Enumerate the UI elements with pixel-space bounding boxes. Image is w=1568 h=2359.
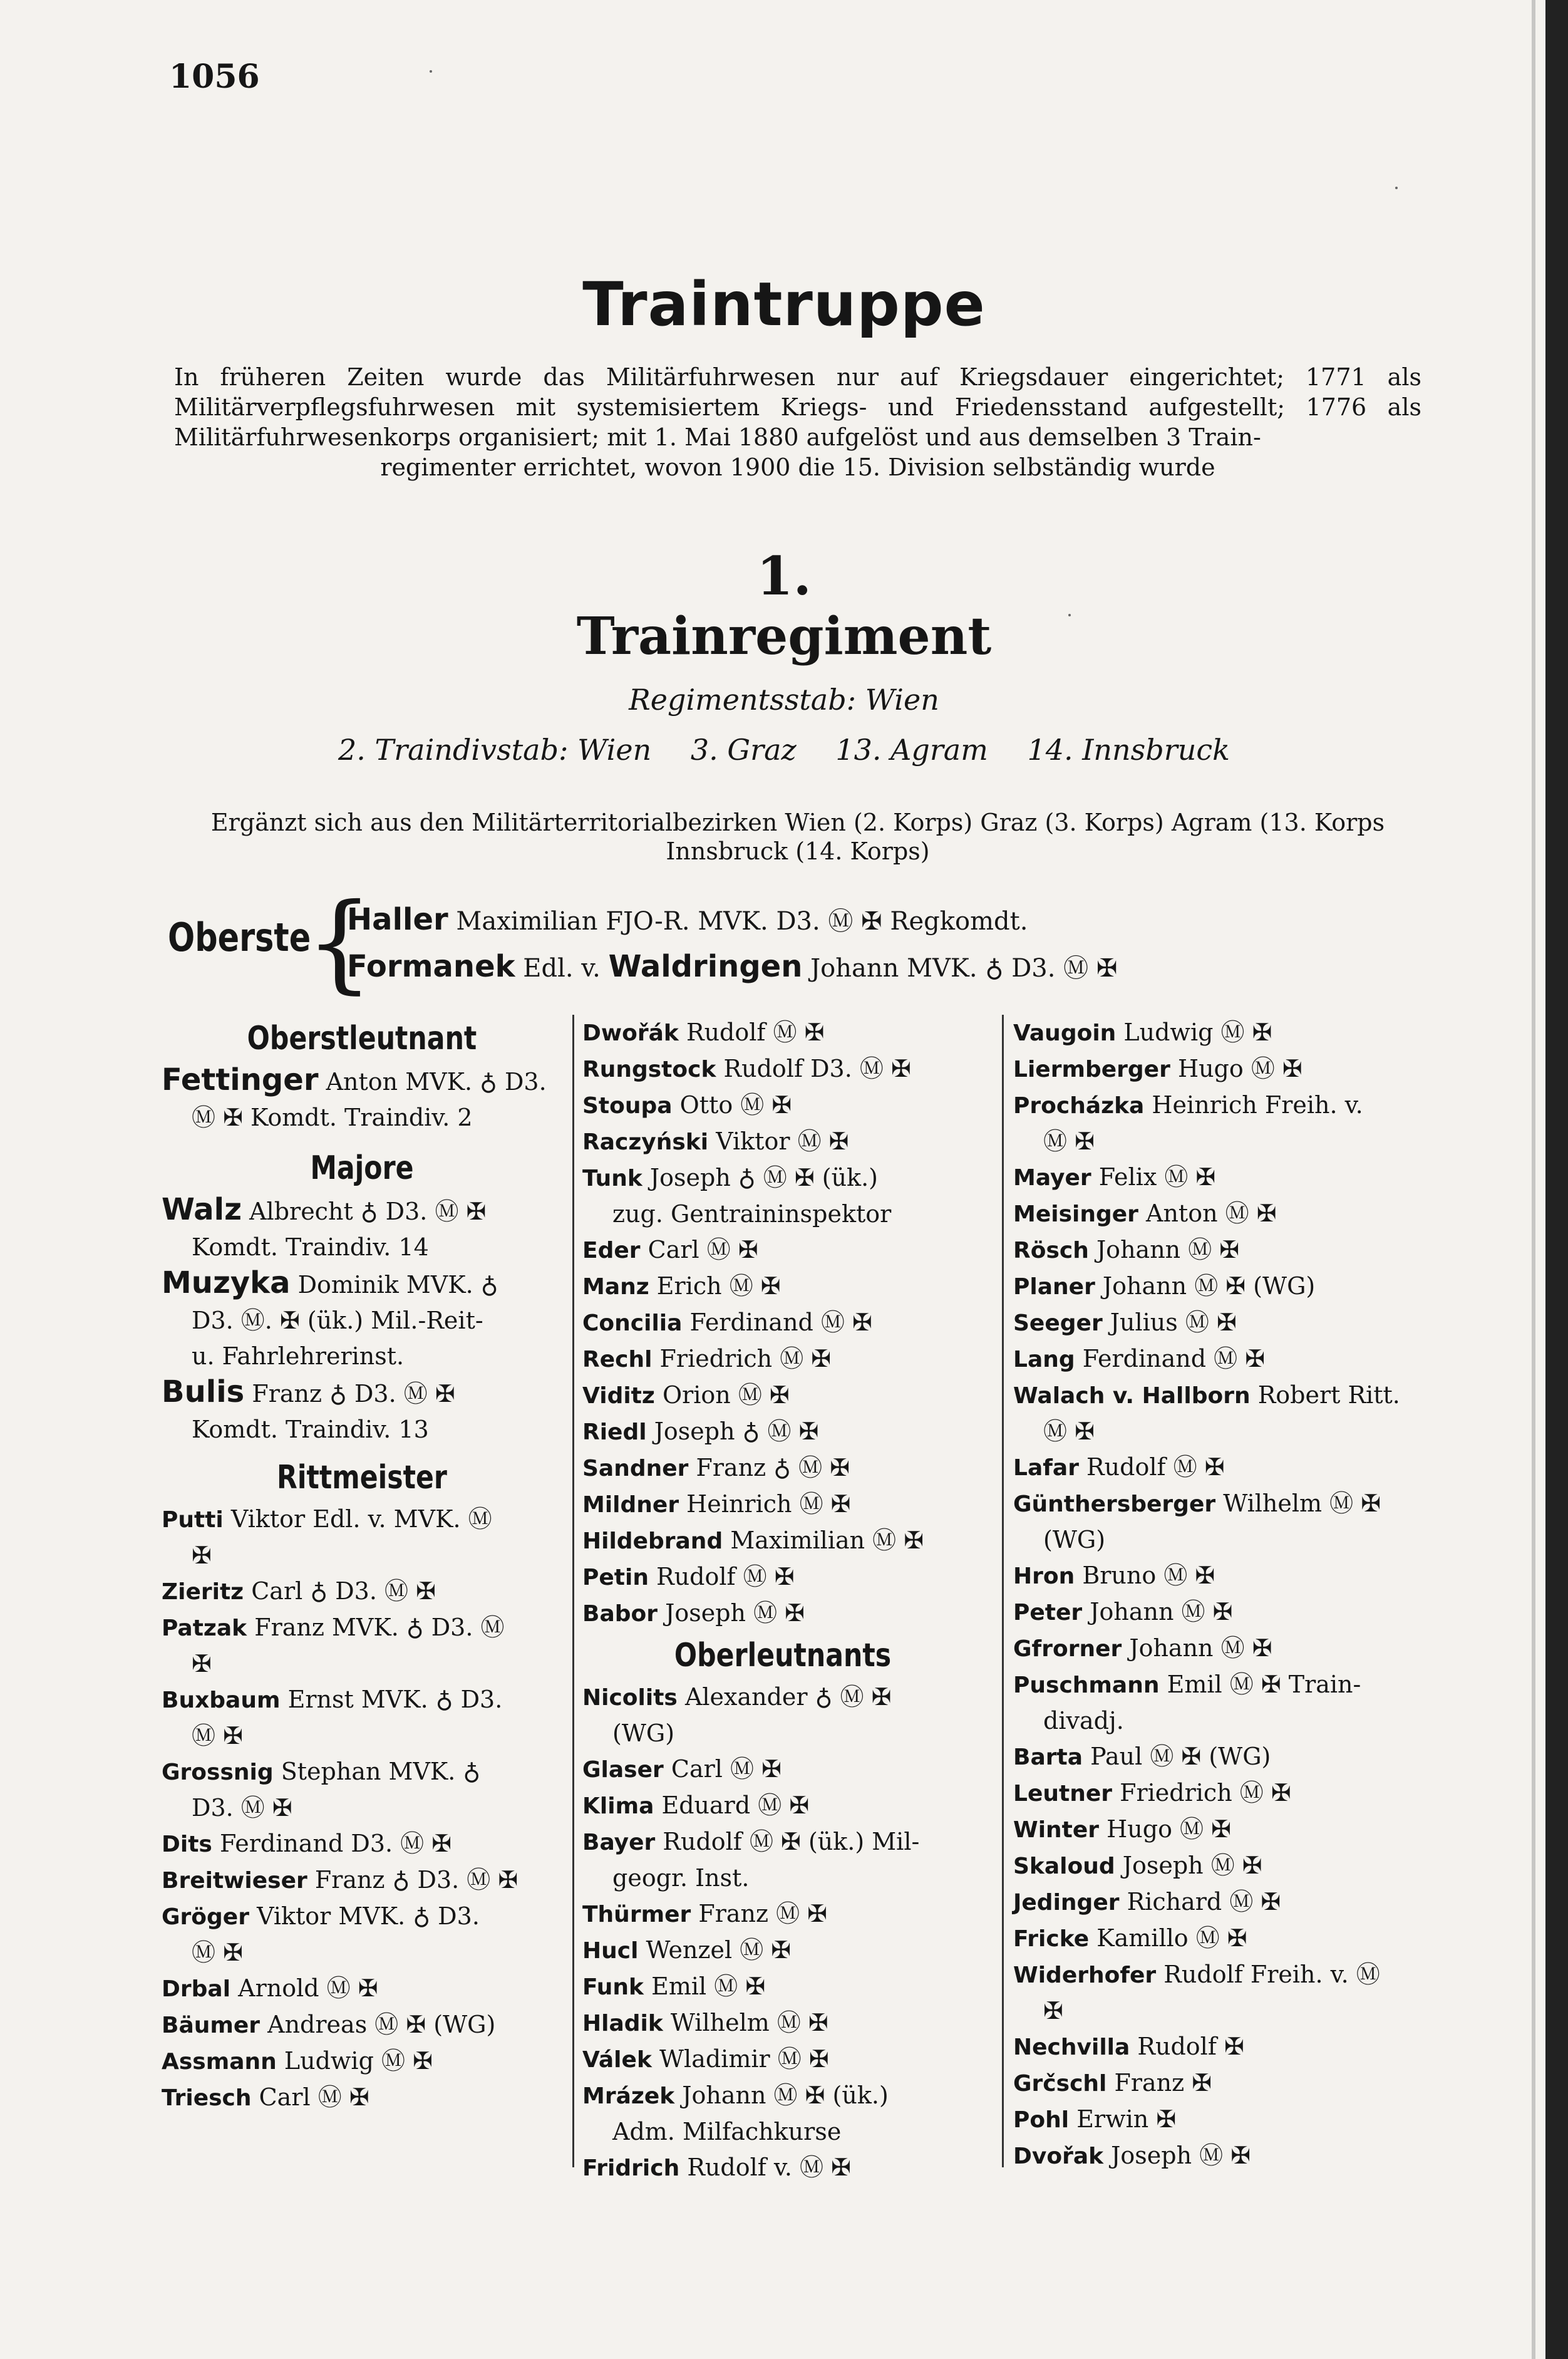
entry-name: Procházka: [1013, 1093, 1145, 1119]
entry-name: Putti: [162, 1507, 224, 1533]
oberleutnants-list-cont: [1013, 1015, 1426, 2174]
division-staffs: [0, 733, 1568, 767]
entry-name: Triesch: [162, 2085, 252, 2111]
entry-details: Heinrich Freih. v.: [1152, 1091, 1363, 1119]
entry-name: Muzyka: [162, 1265, 291, 1300]
entry-details: Wladimir Ⓜ ✠: [659, 2045, 829, 2073]
list-item: [162, 1062, 562, 1100]
entry-details: Viktor Ⓜ ✠: [716, 1128, 849, 1155]
entry-details: Viktor Edl. v. MVK. Ⓜ: [230, 1505, 492, 1533]
entry-details: Otto Ⓜ ✠: [679, 1091, 792, 1119]
entry-name: Hildebrand: [582, 1528, 723, 1554]
list-item-continuation: [1013, 1522, 1426, 1558]
entry-name: Rösch: [1013, 1238, 1089, 1263]
list-item: [582, 1595, 983, 1632]
entry-details: Franz MVK. ♁ D3. Ⓜ: [254, 1614, 505, 1641]
entry-name: Bäumer: [162, 2013, 260, 2038]
list-item: [582, 1051, 983, 1087]
oberste-heading: Oberste: [168, 915, 311, 960]
entry-details: Joseph Ⓜ ✠: [1122, 1852, 1262, 1879]
entry-details: Friedrich Ⓜ ✠: [659, 1345, 832, 1372]
list-item: [1013, 1775, 1426, 1812]
entry-details: Rudolf v. Ⓜ ✠: [687, 2154, 851, 2181]
list-item: [1013, 1848, 1426, 1884]
entry-details: Maximilian Ⓜ ✠: [730, 1527, 924, 1554]
entry-details: Anton Ⓜ ✠: [1146, 1200, 1277, 1227]
entry-details: Eduard Ⓜ ✠: [661, 1791, 810, 1819]
entry-details: Albrecht ♁ D3. Ⓜ ✠: [249, 1198, 487, 1225]
list-item-continuation: [162, 1790, 562, 1826]
entry-name: Leutner: [1013, 1781, 1112, 1807]
entry-name: Dwořák: [582, 1020, 679, 1046]
entry-details: Alexander ♁ Ⓜ ✠: [684, 1683, 892, 1711]
list-item-continuation: u. Fahrlehrerinst.: [192, 1342, 405, 1370]
entry-name: Puschmann: [1013, 1672, 1160, 1698]
entry-name: Walz: [162, 1192, 242, 1227]
entry-details: Ernst MVK. ♁ D3.: [287, 1686, 503, 1713]
entry-name: Barta: [1013, 1745, 1083, 1770]
entry-details: D3. Ⓜ ✠: [192, 1794, 292, 1822]
entry-name: Gröger: [162, 1904, 249, 1930]
entry-name: Rechl: [582, 1347, 652, 1372]
entry-name: Lang: [1013, 1347, 1075, 1372]
list-item: [162, 1610, 562, 1646]
list-item: [162, 1501, 562, 1538]
entry-details: Franz ♁ D3. Ⓜ ✠: [314, 1866, 518, 1894]
list-item-continuation: [162, 1935, 562, 1971]
page-gutter-shadow: [1532, 0, 1535, 2359]
division-3: 3. Graz: [690, 733, 797, 767]
entry-details: Rudolf Ⓜ ✠ (ük.) Mil-: [663, 1828, 920, 1855]
column-3: [1013, 1015, 1426, 2174]
entry-name: Nicolits: [582, 1685, 678, 1711]
entry-details: divadj.: [1043, 1707, 1124, 1734]
entry-details: Carl Ⓜ ✠: [647, 1236, 758, 1263]
print-speck: [1395, 187, 1398, 189]
entry-name: Widerhofer: [1013, 1962, 1157, 1988]
entry-details: Johann Ⓜ ✠: [1090, 1598, 1233, 1625]
entry-details: Ludwig Ⓜ ✠: [284, 2047, 433, 2075]
list-item: [1013, 1667, 1426, 1703]
entry-details: Rudolf Ⓜ ✠: [1086, 1453, 1225, 1481]
list-item: [162, 1574, 562, 1610]
entry-name: Planer: [1013, 1274, 1095, 1300]
entry-details: zug. Gentraininspektor: [612, 1200, 892, 1228]
entry-details: Anton MVK. ♁ D3.: [326, 1068, 547, 1096]
entry-details: Viktor MVK. ♁ D3.: [257, 1902, 480, 1930]
entry-name: Gfrorner: [1013, 1636, 1122, 1662]
entry-details: Emil Ⓜ ✠ Train-: [1167, 1671, 1361, 1698]
entry-details: Dominik MVK. ♁: [297, 1271, 498, 1299]
entry-name: Tunk: [582, 1166, 642, 1191]
list-item-continuation: [1013, 1993, 1426, 2029]
entry-details: Ferdinand D3. Ⓜ ✠: [219, 1830, 452, 1857]
list-item-continuation: [162, 1646, 562, 1682]
list-item: [582, 1232, 983, 1268]
list-item-continuation: [1013, 1414, 1426, 1449]
entry-name: Patzak: [162, 1615, 247, 1641]
list-item: [1013, 1305, 1426, 1341]
entry-name: Jedinger: [1013, 1890, 1120, 1916]
list-item: [1013, 1232, 1426, 1268]
list-item: [1013, 1884, 1426, 1921]
list-item-continuation: [162, 1538, 562, 1574]
list-item: [582, 2150, 983, 2186]
entry-name: Hron: [1013, 1563, 1075, 1589]
column-divider: [572, 1015, 574, 2167]
list-item: [162, 1682, 562, 1718]
entry-details: Ⓜ ✠: [192, 1939, 243, 1966]
entry-details: Wilhelm Ⓜ ✠: [1223, 1490, 1381, 1517]
entry-name: Zieritz: [162, 1579, 244, 1605]
list-item: [582, 1523, 983, 1559]
recruitment-note: Ergänzt sich aus den Militärterritorialbezirken Wien (2. Korps) Graz (3. Korps) Agram (13. Korps Innsbruck (14. Korps): [210, 809, 1385, 865]
list-item: [162, 1862, 562, 1899]
print-speck: [430, 70, 432, 73]
entry-details: Johann Ⓜ ✠: [1129, 1634, 1272, 1662]
heading-majore: Majore: [310, 1149, 414, 1187]
entry-details: ✠: [192, 1650, 212, 1677]
entry-name: Thürmer: [582, 1902, 691, 1927]
list-item: [582, 1788, 983, 1824]
entry-details: Joseph Ⓜ ✠: [665, 1599, 805, 1627]
entry-details: Stephan MVK. ♁: [281, 1758, 481, 1785]
oberleutnants-list: [582, 1679, 983, 2186]
entry-details: Franz ✠: [1114, 2069, 1212, 2097]
entry-details: Maximilian FJO-R. MVK. D3. Ⓜ ✠ Regkomdt.: [456, 907, 1028, 936]
entry-details: Wilhelm Ⓜ ✠: [670, 2009, 828, 2036]
entry-name: Concilia: [582, 1310, 683, 1336]
entry-name: Walach v. Hallborn: [1013, 1383, 1251, 1409]
list-item: [1013, 2065, 1426, 2102]
list-item: [162, 1374, 562, 1412]
entry-name: Hucl: [582, 1938, 639, 1964]
entry-details: Joseph ♁ Ⓜ ✠: [654, 1418, 819, 1445]
entry-details: geogr. Inst.: [612, 1864, 750, 1892]
entry-name: Waldringen: [608, 949, 803, 984]
page-number: 1056: [169, 58, 260, 96]
entry-name: Bayer: [582, 1830, 656, 1855]
division-13: 13. Agram: [835, 733, 988, 767]
intro-paragraph: [174, 362, 1421, 482]
list-item: [582, 1015, 983, 1051]
entry-details: Emil Ⓜ ✠: [651, 1973, 766, 2000]
column-2: [582, 1015, 983, 2186]
list-item: [162, 1754, 562, 1790]
entry-name: Eder: [582, 1238, 641, 1263]
list-item: [582, 1268, 983, 1305]
list-item-continuation: [582, 1196, 983, 1232]
list-item-continuation: D3. Ⓜ. ✠ (ük.) Mil.-Reit-: [192, 1307, 483, 1334]
entry-name: Vaugoin: [1013, 1020, 1117, 1046]
oberste-entry: [347, 897, 1117, 944]
list-item: [582, 1932, 983, 1969]
entry-details: Erich Ⓜ ✠: [656, 1272, 781, 1300]
list-item: [1013, 1812, 1426, 1848]
entry-details: Orion Ⓜ ✠: [662, 1381, 790, 1409]
list-item: [1013, 1159, 1426, 1196]
entry-details: Wenzel Ⓜ ✠: [646, 1936, 792, 1964]
intro-body: In früheren Zeiten wurde das Militärfuhrwesen nur auf Kriegsdauer eingerichtet; 1771 als Militärverpflegsfuhrwesen mit systemisiertem Kriegs- und Friedensstand aufgestellt; 1776 als Militärfuhrwesenkorps organisiert; mit 1. Mai 1880 aufgelöst und aus demselben 3 Train-: [174, 363, 1421, 451]
list-item: [582, 2041, 983, 2078]
entry-name: Breitwieser: [162, 1868, 307, 1894]
list-item: [162, 1971, 562, 2007]
entry-name: Pohl: [1013, 2107, 1070, 2133]
list-item: [162, 1826, 562, 1862]
list-item: [162, 1192, 562, 1230]
list-item: [1013, 1087, 1426, 1124]
entry-details: Adm. Milfachkurse: [612, 2118, 842, 2145]
list-item: [1013, 2029, 1426, 2065]
entry-name: Glaser: [582, 1757, 664, 1783]
entry-name: Rungstock: [582, 1057, 716, 1082]
page-title: Traintruppe: [582, 269, 986, 340]
intro-last-line: regimenter errichtet, wovon 1900 die 15. Division selbständig wurde: [380, 454, 1215, 481]
entry-name: Dits: [162, 1832, 212, 1857]
entry-details: Rudolf Ⓜ ✠: [656, 1563, 795, 1590]
entry-name: Hladik: [582, 2011, 663, 2036]
entry-details: Ferdinand Ⓜ ✠: [689, 1309, 872, 1336]
list-item: [582, 1679, 983, 1716]
list-item-continuation: [582, 1860, 983, 1896]
entry-details: Ⓜ ✠: [1043, 1128, 1095, 1155]
list-item-continuation: [582, 2114, 983, 2150]
list-item: [1013, 1486, 1426, 1522]
heading-oberstleutnant: Oberstleutnant: [247, 1020, 477, 1057]
entry-details: Franz ♁ Ⓜ ✠: [696, 1454, 850, 1481]
entry-name: Mayer: [1013, 1165, 1091, 1191]
division-2: 2. Traindivstab: Wien: [338, 733, 652, 767]
entry-details: Andreas Ⓜ ✠ (WG): [267, 2011, 496, 2038]
entry-name: Raczyński: [582, 1129, 709, 1155]
entry-name: Seeger: [1013, 1310, 1103, 1336]
list-item: [1013, 2138, 1426, 2174]
list-item: [582, 1969, 983, 2005]
list-item: [162, 2080, 562, 2116]
entry-details: Heinrich Ⓜ ✠: [686, 1490, 851, 1518]
entry-name: Funk: [582, 1974, 644, 2000]
list-item: [582, 1486, 983, 1523]
entry-name: Haller: [347, 902, 448, 937]
list-item: [1013, 1051, 1426, 1087]
entry-details: Joseph Ⓜ ✠: [1111, 2142, 1251, 2169]
entry-name: Stoupa: [582, 1093, 673, 1119]
entry-details: (WG): [1043, 1526, 1106, 1553]
list-item: [582, 1305, 983, 1341]
entry-name: Formanek: [347, 949, 515, 984]
list-item-continuation: Komdt. Traindiv. 14: [192, 1233, 429, 1261]
entry-details: ✠: [1043, 1997, 1063, 2025]
entry-name: Válek: [582, 2047, 652, 2073]
entry-name: Drbal: [162, 1976, 231, 2002]
entry-name: Winter: [1013, 1817, 1100, 1843]
list-item: [582, 1124, 983, 1160]
entry-details: Joseph ♁ Ⓜ ✠ (ük.): [649, 1164, 878, 1191]
list-item: [162, 1899, 562, 1935]
list-item: [1013, 1957, 1426, 1993]
list-item: [582, 1824, 983, 1860]
oberste-list: [347, 897, 1117, 991]
entry-name: Meisinger: [1013, 1201, 1138, 1227]
entry-name: Skaloud: [1013, 1854, 1115, 1879]
list-item: [1013, 1015, 1426, 1051]
hauptleute-list: [582, 1015, 983, 1632]
list-item: [1013, 1268, 1426, 1305]
entry-details: Carl ♁ D3. Ⓜ ✠: [251, 1577, 436, 1605]
list-item: [582, 1341, 983, 1377]
entry-name: Viditz: [582, 1383, 655, 1409]
list-item: [1013, 1377, 1426, 1414]
regiment-number: 1.: [756, 545, 812, 607]
entry-name: Grossnig: [162, 1760, 274, 1785]
list-item: [162, 2007, 562, 2043]
entry-name: Lafar: [1013, 1455, 1079, 1481]
entry-details: Ferdinand Ⓜ ✠: [1082, 1345, 1266, 1372]
list-item: [582, 1896, 983, 1932]
entry-details: Paul Ⓜ ✠ (WG): [1090, 1743, 1271, 1770]
column-divider: [1002, 1015, 1004, 2167]
list-item: [1013, 1631, 1426, 1667]
entry-details: ✠: [192, 1542, 212, 1569]
entry-name: Petin: [582, 1565, 649, 1590]
entry-details: Johann Ⓜ ✠: [1096, 1236, 1240, 1263]
entry-name: Mildner: [582, 1492, 679, 1518]
list-item: [582, 1377, 983, 1414]
entry-details: Carl Ⓜ ✠: [259, 2083, 369, 2111]
entry-name: Bulis: [162, 1374, 245, 1409]
list-item: [582, 1559, 983, 1595]
regiment-staff: Regimentsstab: Wien: [629, 683, 939, 717]
rittmeister-list: [162, 1501, 562, 2116]
entry-name: Fricke: [1013, 1926, 1090, 1952]
list-item: [582, 1414, 983, 1450]
entry-details: Franz ♁ D3. Ⓜ ✠: [252, 1380, 455, 1408]
entry-name: Peter: [1013, 1600, 1083, 1625]
entry-details: Julius Ⓜ ✠: [1110, 1309, 1237, 1336]
entry-name: Dvořak: [1013, 2144, 1104, 2169]
entry-name: Nechvilla: [1013, 2035, 1130, 2060]
entry-name: Fridrich: [582, 2155, 680, 2181]
list-item: [1013, 1449, 1426, 1486]
entry-details: Ⓜ ✠: [192, 1722, 243, 1750]
entry-details: Rudolf D3. Ⓜ ✠: [723, 1055, 911, 1082]
entry-details: Arnold Ⓜ ✠: [238, 1974, 378, 2002]
list-item: [582, 1087, 983, 1124]
list-item: [1013, 2102, 1426, 2138]
entry-name: Babor: [582, 1601, 658, 1627]
entry-name: Sandner: [582, 1456, 689, 1481]
entry-name: Buxbaum: [162, 1688, 281, 1713]
list-item: [1013, 1196, 1426, 1232]
list-item-continuation: [1013, 1703, 1426, 1739]
list-item-continuation: [1013, 1124, 1426, 1159]
entry-details: Kamillo Ⓜ ✠: [1096, 1924, 1247, 1952]
print-speck: [1068, 614, 1071, 616]
list-item: [162, 1265, 562, 1303]
list-item: [1013, 1341, 1426, 1377]
heading-oberleutnants: Oberleutnants: [674, 1637, 892, 1674]
entry-details: Ⓜ ✠: [1043, 1418, 1095, 1445]
oberste-entry: [347, 944, 1117, 991]
regiment-name: Trainregiment: [576, 606, 992, 666]
list-item: [582, 2005, 983, 2041]
entry-name: Riedl: [582, 1419, 647, 1445]
list-item-continuation: [162, 1718, 562, 1754]
division-14: 14. Innsbruck: [1027, 733, 1230, 767]
list-item: [582, 1450, 983, 1486]
list-item: [582, 1160, 983, 1196]
list-item: [1013, 1921, 1426, 1957]
entry-details: Robert Ritt.: [1257, 1381, 1400, 1409]
list-item-continuation: Ⓜ ✠ Komdt. Traindiv. 2: [192, 1104, 473, 1131]
entry-details: Richard Ⓜ ✠: [1127, 1888, 1281, 1916]
entry-name: Grčschl: [1013, 2071, 1107, 2097]
entry-details: Johann MVK. ♁ D3. Ⓜ ✠: [810, 954, 1118, 983]
list-item: [1013, 1558, 1426, 1594]
column-1: [162, 1015, 562, 2116]
list-item-continuation: Komdt. Traindiv. 13: [192, 1416, 429, 1443]
entry-details: (WG): [612, 1719, 675, 1747]
entry-details: Hugo Ⓜ ✠: [1177, 1055, 1302, 1082]
entry-name: Klima: [582, 1793, 654, 1819]
entry-details: Rudolf ✠: [1137, 2033, 1244, 2060]
entry-details: Rudolf Freih. v. Ⓜ: [1163, 1961, 1380, 1988]
page-edge: [1545, 0, 1568, 2359]
entry-name: Liermberger: [1013, 1057, 1170, 1082]
heading-rittmeister: Rittmeister: [277, 1459, 447, 1496]
entry-details: Erwin ✠: [1076, 2105, 1177, 2133]
list-item: [1013, 1594, 1426, 1631]
list-item: [162, 2043, 562, 2080]
entry-details: Franz Ⓜ ✠: [698, 1900, 828, 1927]
list-item: [582, 1751, 983, 1788]
entry-details: Felix Ⓜ ✠: [1098, 1163, 1216, 1191]
list-item: [1013, 1739, 1426, 1775]
entry-name: Günthersberger: [1013, 1491, 1216, 1517]
entry-details: Rudolf Ⓜ ✠: [686, 1019, 825, 1046]
entry-name: Fettinger: [162, 1062, 319, 1097]
entry-details: Hugo Ⓜ ✠: [1106, 1815, 1231, 1843]
entry-name: Manz: [582, 1274, 649, 1300]
entry-details: Friedrich Ⓜ ✠: [1120, 1779, 1291, 1807]
entry-name: Assmann: [162, 2049, 277, 2075]
entry-details: Johann Ⓜ ✠ (ük.): [682, 2082, 889, 2109]
entry-details: Ludwig Ⓜ ✠: [1123, 1019, 1272, 1046]
brace: {: [306, 881, 374, 1005]
list-item-continuation: [582, 1716, 983, 1751]
list-item: [582, 2078, 983, 2114]
entry-details: Bruno Ⓜ ✠: [1082, 1562, 1215, 1589]
entry-details: Carl Ⓜ ✠: [671, 1755, 781, 1783]
entry-name: Mrázek: [582, 2083, 675, 2109]
entry-details: Edl. v.: [523, 954, 601, 983]
entry-details: Johann Ⓜ ✠ (WG): [1102, 1272, 1316, 1300]
